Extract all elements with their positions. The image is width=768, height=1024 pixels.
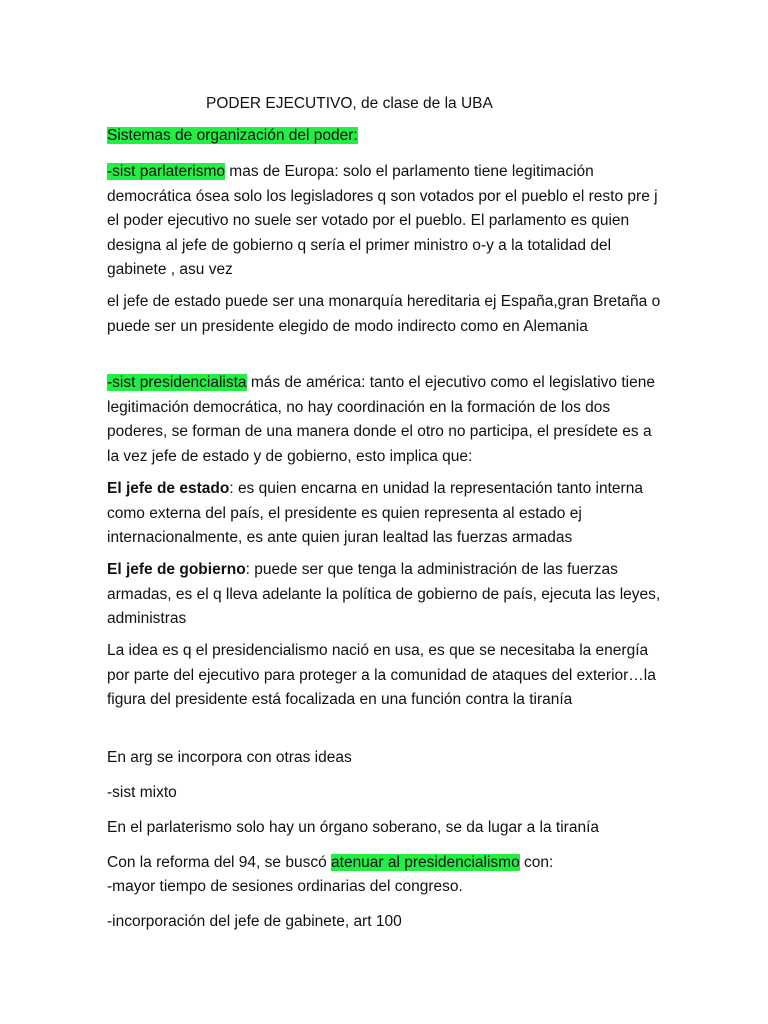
paragraph-jefe-de-gabinete: -incorporación del jefe de gabinete, art 100	[107, 913, 402, 930]
paragraph-jefe-estado-europa: el jefe de estado puede ser una monarquía hereditaria ej España,gran Bretaña o puede ser un presidente elegido de modo indirecto como en Alemania	[107, 293, 661, 335]
jefe-de-estado-text: : es quien encarna en unidad la representación tanto interna como externa del país, el presidente es quien representa al estado ej internacionalmente, es ante quien juran lealtad las fuerzas armadas	[107, 480, 643, 546]
paragraph-jefe-de-estado	[107, 477, 667, 551]
parlamentarismo-highlight: -sist parlaterismo	[107, 163, 225, 180]
section-heading	[107, 124, 667, 149]
reforma-94-after: con:	[519, 854, 554, 871]
jefe-de-estado-bold: El jefe de estado	[107, 480, 230, 497]
paragraph-en-arg: En arg se incorpora con otras ideas	[107, 749, 352, 766]
presidencialismo-text: más de américa: tanto el ejecutivo como el legislativo tiene legitimación democrática, no hay coordinación en la formación de los dos poderes, se forman de una manera donde el otro no participa, el presídete es a la vez jefe de estado y de gobierno, esto implica que:	[107, 374, 655, 465]
paragraph-parlaterismo-organo: En el parlaterismo solo hay un órgano soberano, se da lugar a la tiranía	[107, 819, 599, 836]
paragraph-jefe-de-gobierno	[107, 558, 667, 632]
jefe-de-gobierno-text: : puede ser que tenga la administración de las fuerzas armadas, es el q lleva adelante la política de gobierno de país, ejecuta las leyes, administras	[107, 561, 661, 627]
document-title: PODER EJECUTIVO, de clase de la UBA	[206, 95, 493, 112]
reforma-94-highlight: atenuar al presidencialismo	[331, 854, 520, 871]
paragraph-sist-mixto: -sist mixto	[107, 784, 177, 801]
presidencialismo-highlight: -sist presidencialista	[107, 374, 247, 391]
paragraph-idea-presidencialismo: La idea es q el presidencialismo nació en usa, es que se necesitaba la energía por parte del ejecutivo para proteger a la comunidad de ataques del exterior…la figura del presidente está focalizada en una función contra la tiranía	[107, 642, 656, 708]
paragraph-presidencialismo	[107, 371, 667, 469]
paragraph-reforma-94	[107, 851, 667, 876]
section-heading-highlight: Sistemas de organización del poder:	[107, 127, 358, 144]
paragraph-sesiones-ordinarias: -mayor tiempo de sesiones ordinarias del congreso.	[107, 878, 463, 895]
jefe-de-gobierno-bold: El jefe de gobierno	[107, 561, 246, 578]
parlamentarismo-text: mas de Europa: solo el parlamento tiene legitimación democrática ósea solo los legisladores q son votados por el pueblo el resto pre j el poder ejecutivo no suele ser votado por el pueblo. El parlamento es quien designa al jefe de gobierno q sería el primer ministro o-y a la totalidad del gabinete , asu vez	[107, 163, 658, 278]
reforma-94-before: Con la reforma del 94, se buscó	[107, 854, 332, 871]
paragraph-parlamentarismo	[107, 160, 667, 283]
